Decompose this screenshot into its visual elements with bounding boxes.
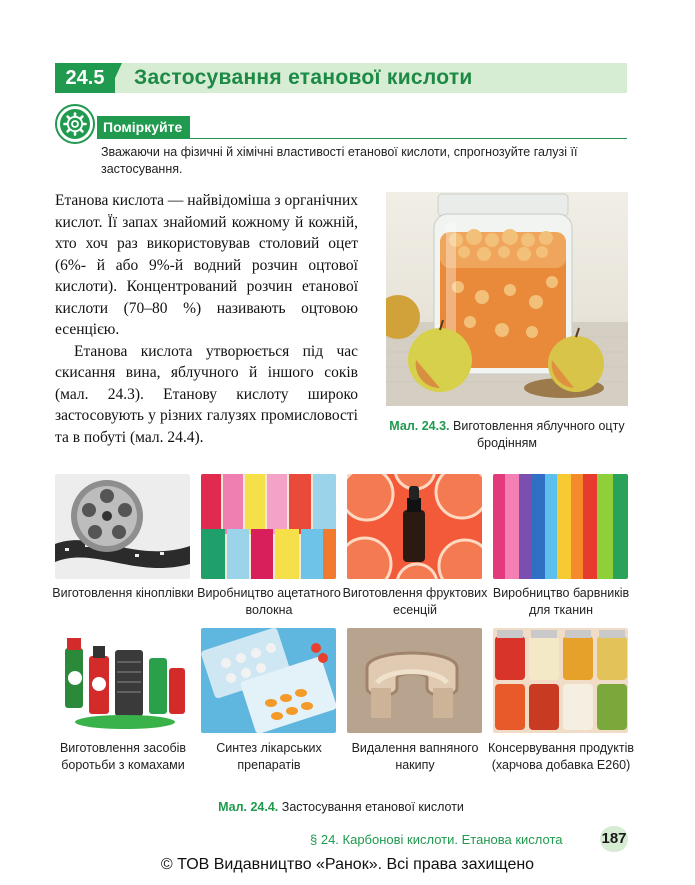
copyright-notice: © ТОВ Видавництво «Ранок». Всі права захищено <box>160 856 535 873</box>
gear-icon <box>60 109 90 139</box>
figure-24-3-text: Виготовлення яблучного оцту бродінням <box>453 419 625 450</box>
section-number-tip <box>108 63 122 93</box>
figure-24-4-caption <box>55 800 627 814</box>
canned-food-photo <box>493 628 628 733</box>
film-reel-photo <box>55 474 190 579</box>
insect-control-photo <box>55 628 190 733</box>
think-icon-badge <box>60 109 90 139</box>
think-label: Поміркуйте <box>97 116 190 138</box>
page-number: 187 <box>600 826 628 852</box>
figure-24-4-label: Мал. 24.4. <box>218 800 279 814</box>
limescale-photo <box>347 628 482 733</box>
running-footer: § 24. Карбонові кислоти. Етанова кислота <box>310 832 563 847</box>
figure-24-3-caption <box>386 418 628 452</box>
acetate-fiber-photo <box>201 474 336 579</box>
body-paragraph-2: Етанова кислота утворюється під час скисання вина, яблучного й іншого соків (мал. 24.3). Етанову кислоту широко застосовують у різних галузях промисловості та в побуті (мал. 24.4). <box>55 342 358 446</box>
think-divider <box>97 138 627 139</box>
body-paragraph-1: Етанова кислота — найвідоміша з органічних кислот. Її запах знайомий кожному й кожній, хто хоч раз використовував столовий оцет (6%- й або 9%-й водний розчин оцтової кислоти). Концентрований розчин етанової кислоти (70–80 %) називають оцтовою есенцією. <box>55 192 359 338</box>
grid-caption-5: Виготовлення засобів боротьби з комахами <box>59 741 187 772</box>
apple-vinegar-photo <box>386 192 628 406</box>
fabric-dye-photo <box>493 474 628 579</box>
fruit-essence-photo <box>347 474 482 579</box>
figure-24-3-label: Мал. 24.3. <box>389 419 450 433</box>
grid-caption-7: Видалення вапняного накипу <box>351 741 479 772</box>
medicine-photo <box>201 628 336 733</box>
grid-caption-1: Виготовлення кіноплівки <box>52 586 194 600</box>
section-number: 24.5 <box>55 63 115 93</box>
grid-caption-4: Виробництво барвників для тканин <box>492 586 630 617</box>
grid-caption-3: Виготовлення фруктових есенцій <box>342 586 488 617</box>
think-text: Зважаючи на фізичні й хімічні властивості етанової кислоти, спрогнозуйте галузі її застосування. <box>101 145 578 176</box>
section-title: Застосування етанової кислоти <box>134 66 473 89</box>
figure-24-4-text: Застосування етанової кислоти <box>281 800 464 814</box>
grid-caption-6: Синтез лікарських препаратів <box>216 741 322 772</box>
body-text <box>55 190 358 448</box>
grid-caption-2: Виробництво ацетатного волокна <box>197 586 341 617</box>
grid-caption-8: Консервування продуктів (харчова добавка Е260) <box>487 741 635 772</box>
